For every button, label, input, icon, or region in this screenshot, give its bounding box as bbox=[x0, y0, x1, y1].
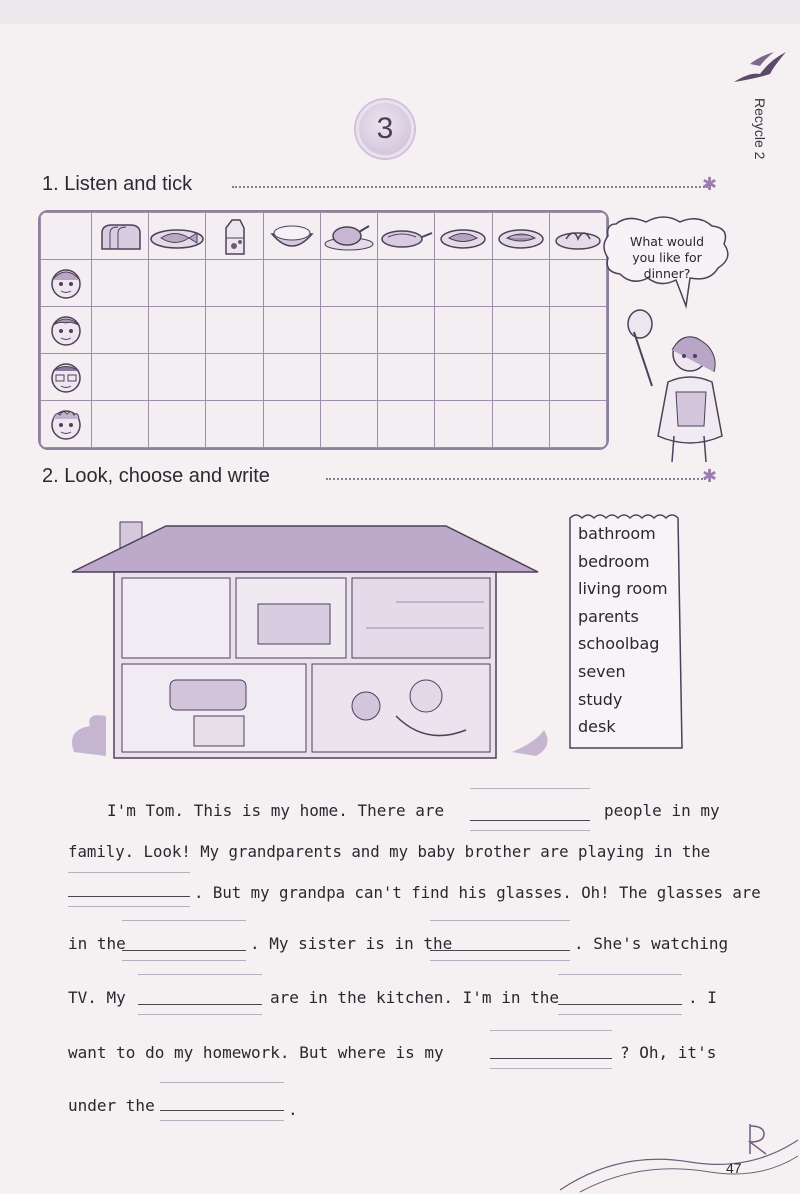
grid-cell[interactable] bbox=[435, 307, 492, 354]
bubble-line-3: dinner? bbox=[643, 266, 691, 281]
grid-cell[interactable] bbox=[378, 307, 435, 354]
grid-cell[interactable] bbox=[435, 401, 492, 448]
noodles-icon bbox=[378, 213, 435, 260]
answer-blank-6[interactable] bbox=[558, 1004, 682, 1005]
grid-cell[interactable] bbox=[378, 260, 435, 307]
section2-title: 2. Look, choose and write bbox=[42, 465, 270, 487]
bread-icon bbox=[92, 213, 149, 260]
grid-cell[interactable] bbox=[92, 354, 149, 401]
passage-line5c: . I bbox=[688, 988, 717, 1007]
bubble-line-1: What would bbox=[629, 234, 705, 249]
word-item: study bbox=[578, 689, 623, 709]
word-item: living room bbox=[578, 579, 668, 599]
grid-cell[interactable] bbox=[549, 354, 606, 401]
grid-cell[interactable] bbox=[149, 307, 206, 354]
grid-cell[interactable] bbox=[320, 354, 377, 401]
chicken-icon bbox=[320, 213, 377, 260]
word-list bbox=[578, 520, 668, 741]
grid-cell[interactable] bbox=[206, 354, 263, 401]
grid-cell[interactable] bbox=[92, 401, 149, 448]
word-item: schoolbag bbox=[578, 634, 660, 654]
grid-cell[interactable] bbox=[263, 260, 320, 307]
passage-line1a: I'm Tom. This is my home. There are bbox=[107, 801, 445, 820]
grid-cell[interactable] bbox=[492, 354, 549, 401]
grid-cell[interactable] bbox=[206, 260, 263, 307]
blank-guide bbox=[490, 1068, 612, 1069]
passage-line6a: want to do my homework. But where is my bbox=[68, 1043, 444, 1062]
side-tab bbox=[744, 96, 792, 176]
grid-cell[interactable] bbox=[263, 354, 320, 401]
man-face-icon bbox=[41, 354, 92, 401]
blank-guide bbox=[470, 830, 590, 831]
passage-line7a: under the bbox=[68, 1096, 155, 1115]
answer-blank-3[interactable] bbox=[122, 950, 246, 951]
answer-blank-2[interactable] bbox=[68, 896, 190, 897]
unit-number-badge: 3 bbox=[356, 100, 414, 158]
grid-cell[interactable] bbox=[378, 354, 435, 401]
bubble-line-2: you like for bbox=[632, 250, 702, 265]
word-item: bathroom bbox=[578, 524, 656, 543]
grid-cell[interactable] bbox=[263, 401, 320, 448]
grid-cell[interactable] bbox=[149, 354, 206, 401]
top-strip bbox=[0, 0, 800, 24]
word-item: seven bbox=[578, 661, 626, 681]
blank-guide bbox=[160, 1082, 284, 1083]
grid-cell[interactable] bbox=[92, 307, 149, 354]
blank-guide bbox=[122, 960, 246, 961]
grid-cell[interactable] bbox=[492, 401, 549, 448]
section1-title: 1. Listen and tick bbox=[42, 173, 193, 195]
section2-divider bbox=[326, 478, 706, 480]
passage-line6b: ? Oh, it's bbox=[620, 1043, 717, 1062]
footer-swirl-decoration bbox=[560, 1120, 800, 1194]
grid-cell[interactable] bbox=[435, 354, 492, 401]
blank-guide bbox=[470, 788, 590, 789]
blank-guide bbox=[430, 960, 570, 961]
grid-cell[interactable] bbox=[549, 260, 606, 307]
side-tab-label: Recycle 2 bbox=[752, 98, 768, 160]
star-icon: ✱ bbox=[702, 174, 718, 195]
grid-cell[interactable] bbox=[320, 401, 377, 448]
blank-guide bbox=[430, 920, 570, 921]
cook-girl-illustration bbox=[620, 296, 736, 466]
answer-blank-7[interactable] bbox=[490, 1058, 612, 1059]
vegetables-icon bbox=[435, 213, 492, 260]
passage-line2: family. Look! My grandparents and my baby brother are playing in the bbox=[68, 842, 711, 861]
grid-cell[interactable] bbox=[378, 401, 435, 448]
word-item: desk bbox=[578, 717, 616, 737]
bird-icon bbox=[730, 42, 790, 86]
fish-icon bbox=[149, 213, 206, 260]
soup-icon bbox=[549, 213, 606, 260]
grid-cell[interactable] bbox=[492, 260, 549, 307]
grid-cell[interactable] bbox=[549, 307, 606, 354]
beef-icon bbox=[492, 213, 549, 260]
passage-line4c: . She's watching bbox=[574, 934, 729, 953]
passage-line3: . But my grandpa can't find his glasses. Oh! The glasses are bbox=[194, 883, 761, 902]
page-number: 47 bbox=[726, 1160, 742, 1176]
grid-cell[interactable] bbox=[206, 307, 263, 354]
passage-line7b: . bbox=[288, 1100, 298, 1119]
passage-line4a: in the bbox=[68, 934, 126, 953]
passage-line1b: people in my bbox=[604, 801, 720, 820]
blank-guide bbox=[490, 1030, 612, 1031]
passage-line5b: are in the kitchen. I'm in the bbox=[270, 988, 559, 1007]
grid-cell[interactable] bbox=[206, 401, 263, 448]
boy-face-icon bbox=[41, 307, 92, 354]
blank-guide bbox=[558, 1014, 682, 1015]
passage-line4b: . My sister is in the bbox=[250, 934, 453, 953]
tick-grid bbox=[38, 210, 609, 450]
blank-guide bbox=[68, 906, 190, 907]
house-illustration bbox=[66, 516, 556, 766]
grid-cell[interactable] bbox=[549, 401, 606, 448]
grid-cell[interactable] bbox=[149, 260, 206, 307]
grid-cell[interactable] bbox=[320, 260, 377, 307]
milk-icon bbox=[206, 213, 263, 260]
grid-cell[interactable] bbox=[435, 260, 492, 307]
blank-guide bbox=[138, 974, 262, 975]
girl-face-icon bbox=[41, 260, 92, 307]
blank-guide bbox=[138, 1014, 262, 1015]
word-item: parents bbox=[578, 606, 639, 626]
blank-guide bbox=[122, 920, 246, 921]
rice-icon bbox=[263, 213, 320, 260]
blank-guide bbox=[160, 1120, 284, 1121]
answer-blank-8[interactable] bbox=[160, 1110, 284, 1111]
grid-cell[interactable] bbox=[492, 307, 549, 354]
grid-cell[interactable] bbox=[263, 307, 320, 354]
boy-curly-face-icon bbox=[41, 401, 92, 448]
passage-line5a: TV. My bbox=[68, 988, 126, 1007]
star-icon: ✱ bbox=[702, 466, 718, 487]
blank-guide bbox=[68, 872, 190, 873]
grid-corner bbox=[41, 213, 92, 260]
grid-cell[interactable] bbox=[320, 307, 377, 354]
blank-guide bbox=[558, 974, 682, 975]
grid-cell[interactable] bbox=[149, 401, 206, 448]
answer-blank-1[interactable] bbox=[470, 820, 590, 821]
word-item: bedroom bbox=[578, 551, 650, 571]
answer-blank-4[interactable] bbox=[430, 950, 570, 951]
grid-cell[interactable] bbox=[92, 260, 149, 307]
section1-divider bbox=[232, 186, 708, 188]
speech-bubble bbox=[604, 220, 730, 296]
answer-blank-5[interactable] bbox=[138, 1004, 262, 1005]
